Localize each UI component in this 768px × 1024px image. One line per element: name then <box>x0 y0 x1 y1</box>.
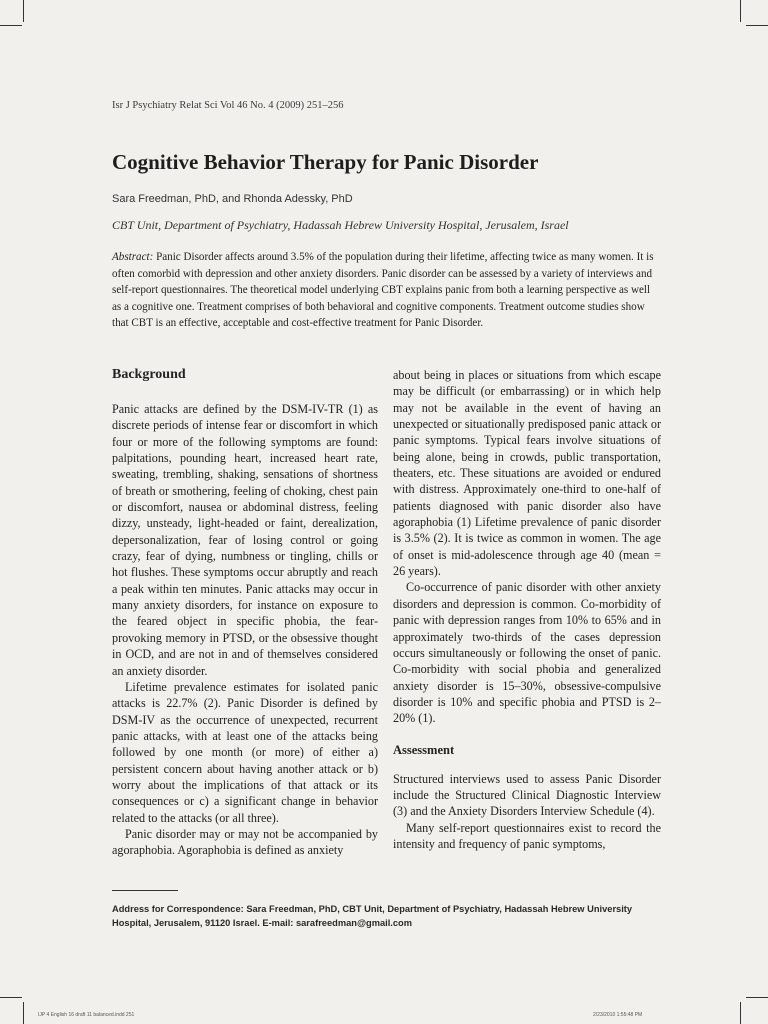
abstract <box>112 249 660 332</box>
crop-mark <box>746 997 768 998</box>
abstract-text: Panic Disorder affects around 3.5% of the population during their lifetime, affecting twice as many women. It is often comorbid with depression and other anxiety disorders. Panic disorder can be assessed by a variety of interviews and self-report questionnaires. The theoretical model underlying CBT explains panic from both a learning perspective as well as a cognitive one. Treatment comprises of both behavioral and cognitive components. Treatment outcome studies show that CBT is an effective, acceptable and cost-effective treatment for Panic Disorder. <box>112 251 654 330</box>
paragraph: Panic attacks are defined by the DSM-IV-TR (1) as discrete periods of intense fear or discomfort in which four or more of the following symptoms are found: palpitations, pounding heart, increased heart rate, sweating, trembling, shaking, sensations of shortness of breath or smothering, feeling of choking, chest pain or discomfort, nausea or abdominal distress, feeling dizzy, unsteady, light-headed or faint, derealization, depersonalization, fear of losing control or going crazy, fear of dying, numbness or tingling, chills or hot flushes. These symptoms occur abruptly and reach a peak within ten minutes. Panic attacks may occur in many anxiety disorders, for instance on exposure to the feared object in specific phobia, the fear-provoking memory in PTSD, or the obsessive thought in OCD, and are not in and of themselves considered an anxiety disorder. <box>112 402 378 678</box>
article-title: Cognitive Behavior Therapy for Panic Disorder <box>112 150 539 174</box>
print-slug-date: 2/23/2010 1:55:48 PM <box>593 1012 643 1018</box>
crop-mark <box>740 1002 741 1024</box>
right-column <box>393 367 661 852</box>
crop-mark <box>746 25 768 26</box>
article-authors: Sara Freedman, PhD, and Rhonda Adessky, PhD <box>112 193 353 205</box>
abstract-label: Abstract: <box>112 251 154 263</box>
crop-mark <box>0 25 22 26</box>
section-heading-background: Background <box>112 367 186 382</box>
correspondence-footnote: Address for Correspondence: Sara Freedman, PhD, CBT Unit, Department of Psychiatry, Hadassah Hebrew University Hospital, Jerusalem, 91120 Israel. E-mail: sarafreedman@gmail.com <box>112 904 633 928</box>
paragraph: Co-occurrence of panic disorder with other anxiety disorders and depression is common. Co-morbidity of panic with depression ranges from 10% to 65% and in approximately two-thirds of the cases depression occurs simultaneously or following the onset of panic. Co-morbidity with social phobia and generalized anxiety disorder is 15–30%, obsessive-compulsive disorder is 10% and specific phobia and PTSD is 2–20% (1). <box>393 580 661 726</box>
paragraph: Structured interviews used to assess Panic Disorder include the Structured Clinical Diagnostic Interview (3) and the Anxiety Disorders Interview Schedule (4). <box>393 771 661 819</box>
author-affiliation: CBT Unit, Department of Psychiatry, Hadassah Hebrew University Hospital, Jerusalem, Israel <box>112 218 569 232</box>
paragraph: Panic disorder may or may not be accompanied by agoraphobia. Agoraphobia is defined as anxiety <box>112 826 378 858</box>
paragraph: Lifetime prevalence estimates for isolated panic attacks is 22.7% (2). Panic Disorder is defined by DSM-IV as the occurrence of unexpected, recurrent panic attacks, with at least one of the attacks being followed by one month (or more) of either a) persistent concern about having another attack or b) worry about the implications of that attack or its consequences or c) a significant change in behavior related to the attacks (or all three). <box>112 679 378 825</box>
paragraph: Many self-report questionnaires exist to record the intensity and frequency of panic symptoms, <box>393 820 661 851</box>
crop-mark <box>740 0 741 22</box>
print-slug-file: IJP 4 English 16 draft 11 balanced.indd 251 <box>38 1012 135 1018</box>
footnote-rule <box>112 890 178 891</box>
journal-citation: Isr J Psychiatry Relat Sci Vol 46 No. 4 (2009) 251–256 <box>112 100 344 111</box>
left-column <box>112 366 378 859</box>
crop-mark <box>23 1002 24 1024</box>
section-heading-assessment: Assessment <box>393 742 455 757</box>
crop-mark <box>23 0 24 22</box>
crop-mark <box>0 997 22 998</box>
paragraph: about being in places or situations from which escape may be difficult (or embarrassing) or in which help may not be available in the event of having an unexpected or situationally predisposed panic attack or panic symptoms. Typical fears involve situations of being alone, being in crowds, public transportation, theaters, etc. These situations are avoided or endured with distress. Approximately one-third to one-half of patients diagnosed with panic disorder also have agoraphobia (1) Lifetime prevalence of panic disorder is 3.5% (2). It is twice as common in women. The age of onset is mid-adolescence through age 40 (mean = 26 years). <box>393 368 661 579</box>
